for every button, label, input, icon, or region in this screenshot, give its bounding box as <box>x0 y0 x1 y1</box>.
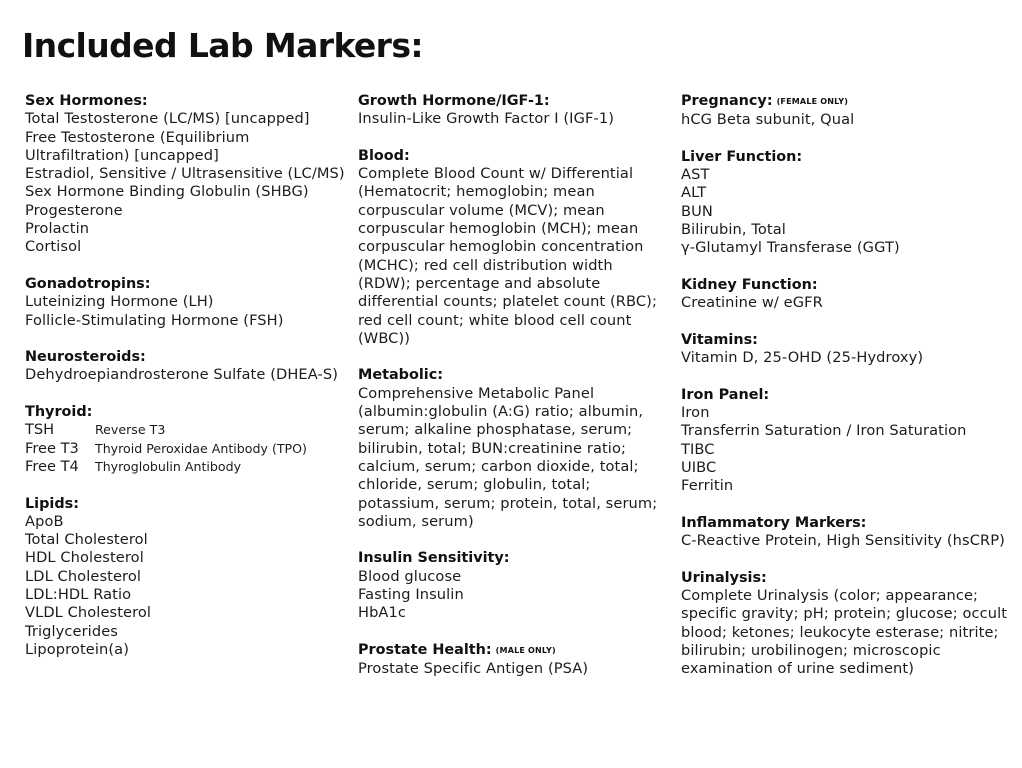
list-item: Insulin-Like Growth Factor I (IGF-1) <box>358 110 615 128</box>
thyroid-marker-right: Reverse T3 <box>95 422 166 438</box>
list-item: BUN <box>681 202 713 220</box>
list-item: Prolactin <box>25 220 90 238</box>
section-neurosteroids <box>25 348 345 385</box>
list-item: Estradiol, Sensitive / Ultrasensitive (LC/MS) <box>25 165 345 183</box>
list-item: Vitamin D, 25-OHD (25-Hydroxy) <box>681 349 924 367</box>
section-heading: Lipids: <box>25 495 79 512</box>
section-heading <box>358 641 670 660</box>
section-inflammatory-markers <box>681 514 1016 551</box>
list-item: Blood glucose <box>358 567 462 585</box>
column-3 <box>681 92 1016 697</box>
section-heading: Metabolic: <box>358 367 444 384</box>
thyroid-row <box>25 440 345 458</box>
list-item: ApoB <box>25 512 64 530</box>
section-heading-text: Prostate Health: <box>358 641 492 658</box>
section-heading: Thyroid: <box>25 404 93 421</box>
section-heading: Kidney Function: <box>681 276 818 293</box>
section-kidney-function <box>681 276 1016 313</box>
section-heading: Urinalysis: <box>681 569 767 586</box>
list-item: AST <box>681 166 710 184</box>
section-lipids <box>25 495 345 660</box>
list-item: Fasting Insulin <box>358 586 464 604</box>
column-2 <box>358 92 670 697</box>
section-heading: Vitamins: <box>681 331 758 348</box>
list-item: Dehydroepiandrosterone Sulfate (DHEA-S) <box>25 366 339 384</box>
section-heading: Neurosteroids: <box>25 349 146 366</box>
section-heading: Insulin Sensitivity: <box>358 550 510 567</box>
list-item: Creatinine w/ eGFR <box>681 294 823 312</box>
list-item: Total Testosterone (LC/MS) [uncapped] <box>25 110 310 128</box>
section-sex-hormones <box>25 92 345 257</box>
list-item: Luteinizing Hormone (LH) <box>25 293 214 311</box>
section-vitamins <box>681 331 1016 368</box>
list-item: Iron <box>681 404 710 422</box>
thyroid-row <box>25 458 345 476</box>
section-heading: Iron Panel: <box>681 386 770 403</box>
thyroid-marker-left: Free T4 <box>25 457 79 475</box>
thyroid-marker-right: Thyroid Peroxidae Antibody (TPO) <box>95 440 307 456</box>
section-insulin-sensitivity <box>358 549 670 622</box>
section-heading <box>681 92 1016 111</box>
section-heading: Growth Hormone/IGF-1: <box>358 93 550 109</box>
section-heading-text: Pregnancy: <box>681 93 773 109</box>
thyroid-marker-left: Free T3 <box>25 439 79 457</box>
section-growth-hormone <box>358 92 670 129</box>
list-item: γ-Glutamyl Transferase (GGT) <box>681 239 900 257</box>
list-item: Comprehensive Metabolic Panel (albumin:globulin (A:G) ratio; albumin, serum; alkaline phosphatase, serum; bilirubin, total; BUN:creatinine ratio; calcium, serum; carbon dioxide, total; chloride, serum; globulin, total; potassium, serum; protein, total, serum; sodium, serum) <box>358 384 658 530</box>
page-title: Included Lab Markers: <box>22 26 423 65</box>
list-item: Sex Hormone Binding Globulin (SHBG) <box>25 183 309 201</box>
list-item: Complete Urinalysis (color; appearance; specific gravity; pH; protein; glucose; occult blood; ketones; leukocyte esterase; nitrite; bilirubin; urobilinogen; microscopic examination of urine sediment) <box>681 587 1008 678</box>
section-gonadotropins <box>25 275 345 330</box>
list-item: Bilirubin, Total <box>681 221 786 239</box>
list-item: C-Reactive Protein, High Sensitivity (hsCRP) <box>681 532 1005 550</box>
section-heading: Liver Function: <box>681 148 803 165</box>
section-heading: Blood: <box>358 147 410 164</box>
section-heading: Gonadotropins: <box>25 275 151 292</box>
section-prostate-health <box>358 641 670 679</box>
list-item: HbA1c <box>358 604 407 622</box>
section-urinalysis <box>681 569 1016 679</box>
list-item: Lipoprotein(a) <box>25 640 129 658</box>
section-heading: Inflammatory Markers: <box>681 514 867 531</box>
section-thyroid <box>25 403 345 476</box>
section-blood <box>358 147 670 348</box>
list-item: Complete Blood Count w/ Differential (Hematocrit; hemoglobin; mean corpuscular volume (MCV); mean corpuscular hemoglobin (MCH); mean corpuscular hemoglobin concentration (MCHC); red cell distribution width (RDW); percentage and absolute differential counts; platelet count (RBC); red cell count; white blood cell count (WBC)) <box>358 165 657 347</box>
list-item: Triglycerides <box>25 622 118 640</box>
list-item: VLDL Cholesterol <box>25 604 152 622</box>
thyroid-marker-left: TSH <box>25 421 55 439</box>
list-item: LDL:HDL Ratio <box>25 586 132 604</box>
list-item: UIBC <box>681 458 717 476</box>
list-item: TIBC <box>681 440 715 458</box>
thyroid-marker-right: Thyroglobulin Antibody <box>95 458 242 474</box>
list-item: Prostate Specific Antigen (PSA) <box>358 660 589 678</box>
thyroid-row <box>25 421 345 439</box>
list-item: Free Testosterone (Equilibrium Ultrafiltration) [uncapped] <box>25 128 250 164</box>
list-item: ALT <box>681 184 707 202</box>
list-item: HDL Cholesterol <box>25 549 144 567</box>
section-iron-panel <box>681 386 1016 496</box>
section-heading: Sex Hormones: <box>25 93 148 109</box>
section-liver-function <box>681 148 1016 258</box>
section-metabolic <box>358 366 670 531</box>
list-item: hCG Beta subunit, Qual <box>681 111 855 129</box>
list-item: Transferrin Saturation / Iron Saturation <box>681 422 967 440</box>
list-item: Progesterone <box>25 201 123 219</box>
list-item: Follicle-Stimulating Hormone (FSH) <box>25 311 284 329</box>
section-pregnancy <box>681 92 1016 130</box>
list-item: Ferritin <box>681 477 734 495</box>
column-1 <box>25 92 345 678</box>
list-item: LDL Cholesterol <box>25 567 142 585</box>
list-item: Total Cholesterol <box>25 531 148 549</box>
list-item: Cortisol <box>25 238 82 256</box>
qualifier-label: (MALE ONLY) <box>495 645 556 655</box>
qualifier-label: (FEMALE ONLY) <box>776 97 849 106</box>
